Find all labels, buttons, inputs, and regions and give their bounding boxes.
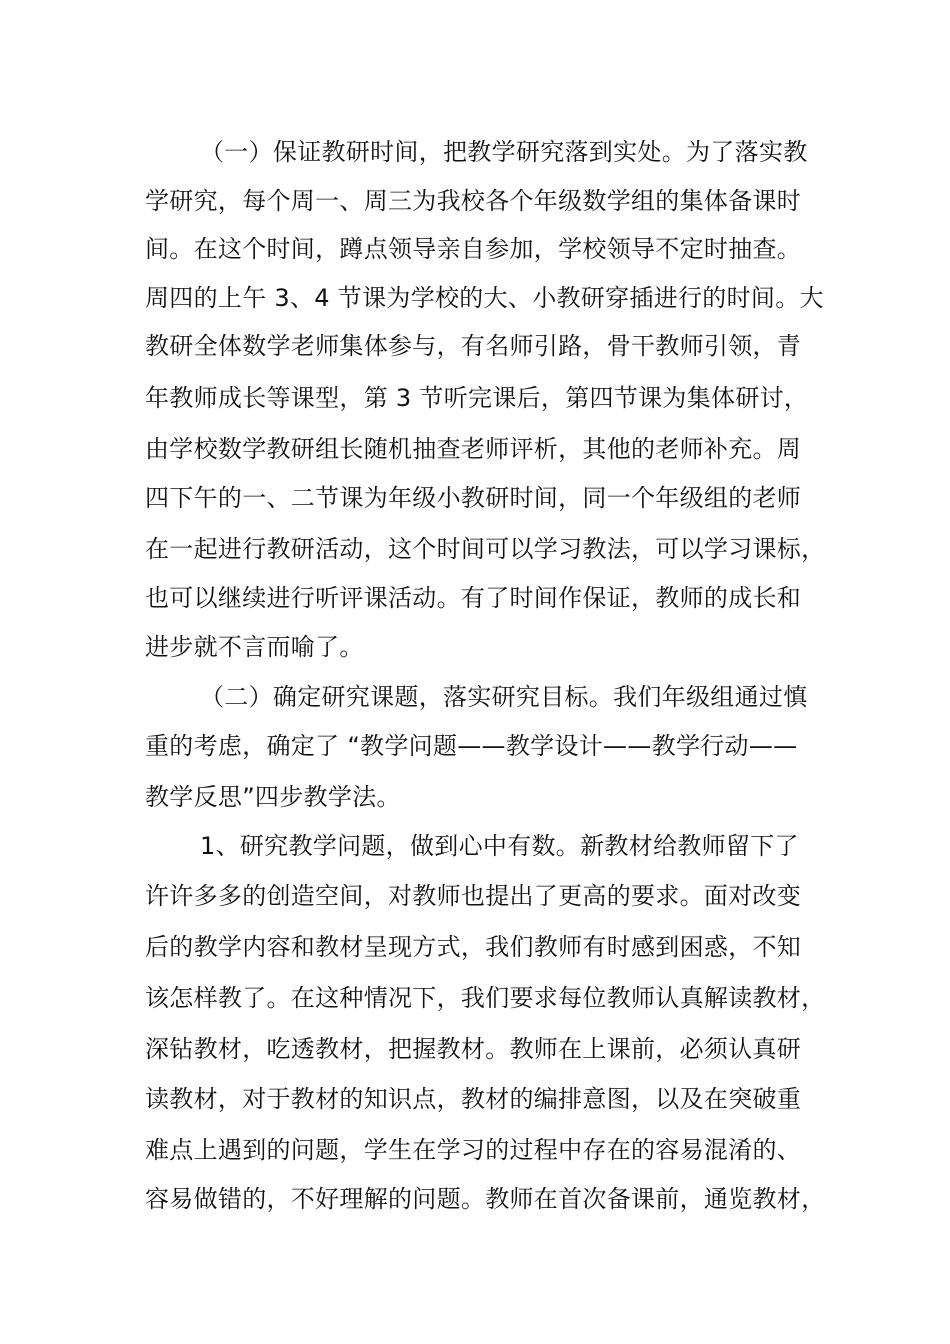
paragraph-3-line-6: 读教材，对于教材的知识点，教材的编排意图，以及在突破重: [145, 1085, 802, 1113]
paragraph-3-line-1: 1、研究教学问题，做到心中有数。新教材给教师留下了: [200, 832, 799, 860]
paragraph-1-line-2: 学研究，每个周一、周三为我校各个年级数学组的集体备课时: [145, 187, 802, 215]
paragraph-3-line-8: 容易做错的，不好理解的问题。教师在首次备课前，通览教材，: [145, 1185, 826, 1213]
paragraph-1-line-8: 四下午的一、二节课为年级小教研时间，同一个年级组的老师: [145, 484, 802, 512]
paragraph-1-line-11: 进步就不言而喻了。: [145, 633, 364, 661]
paragraph-3-line-5: 深钻教材，吃透教材，把握教材。教师在上课前，必须认真研: [145, 1035, 802, 1063]
paragraph-2-line-2: 重的考虑，确定了 “教学问题——教学设计——教学行动——: [145, 732, 798, 760]
paragraph-1-line-4: 周四的上午 3、4 节课为学校的大、小教研穿插进行的时间。大: [145, 284, 824, 312]
paragraph-3-line-4: 该怎样教了。在这种情况下，我们要求每位教师认真解读教材，: [145, 984, 826, 1012]
paragraph-3-line-2: 许许多多的创造空间，对教师也提出了更高的要求。面对改变: [145, 882, 802, 910]
paragraph-1-line-3: 间。在这个时间，蹲点领导亲自参加，学校领导不定时抽查。: [145, 235, 802, 263]
paragraph-1-line-7: 由学校数学教研组长随机抽查老师评析，其他的老师补充。周: [145, 435, 802, 463]
paragraph-1-line-10: 也可以继续进行听评课活动。有了时间作保证，教师的成长和: [145, 584, 802, 612]
paragraph-3-line-3: 后的教学内容和教材呈现方式，我们教师有时感到困惑，不知: [145, 933, 802, 961]
paragraph-1-line-5: 教研全体数学老师集体参与，有名师引路，骨干教师引领，青: [145, 332, 802, 360]
paragraph-2-line-3: 教学反思”四步教学法。: [145, 783, 401, 811]
paragraph-1-line-1: （一）保证教研时间，把教学研究落到实处。为了落实教: [200, 138, 808, 166]
paragraph-2-line-1: （二）确定研究课题，落实研究目标。我们年级组通过慎: [200, 683, 808, 711]
paragraph-1-line-9: 在一起进行教研活动，这个时间可以学习教法，可以学习课标，: [145, 535, 826, 563]
paragraph-1-line-6: 年教师成长等课型，第 3 节听完课后，第四节课为集体研讨，: [145, 384, 809, 412]
paragraph-3-line-7: 难点上遇到的问题，学生在学习的过程中存在的容易混淆的、: [145, 1136, 802, 1164]
